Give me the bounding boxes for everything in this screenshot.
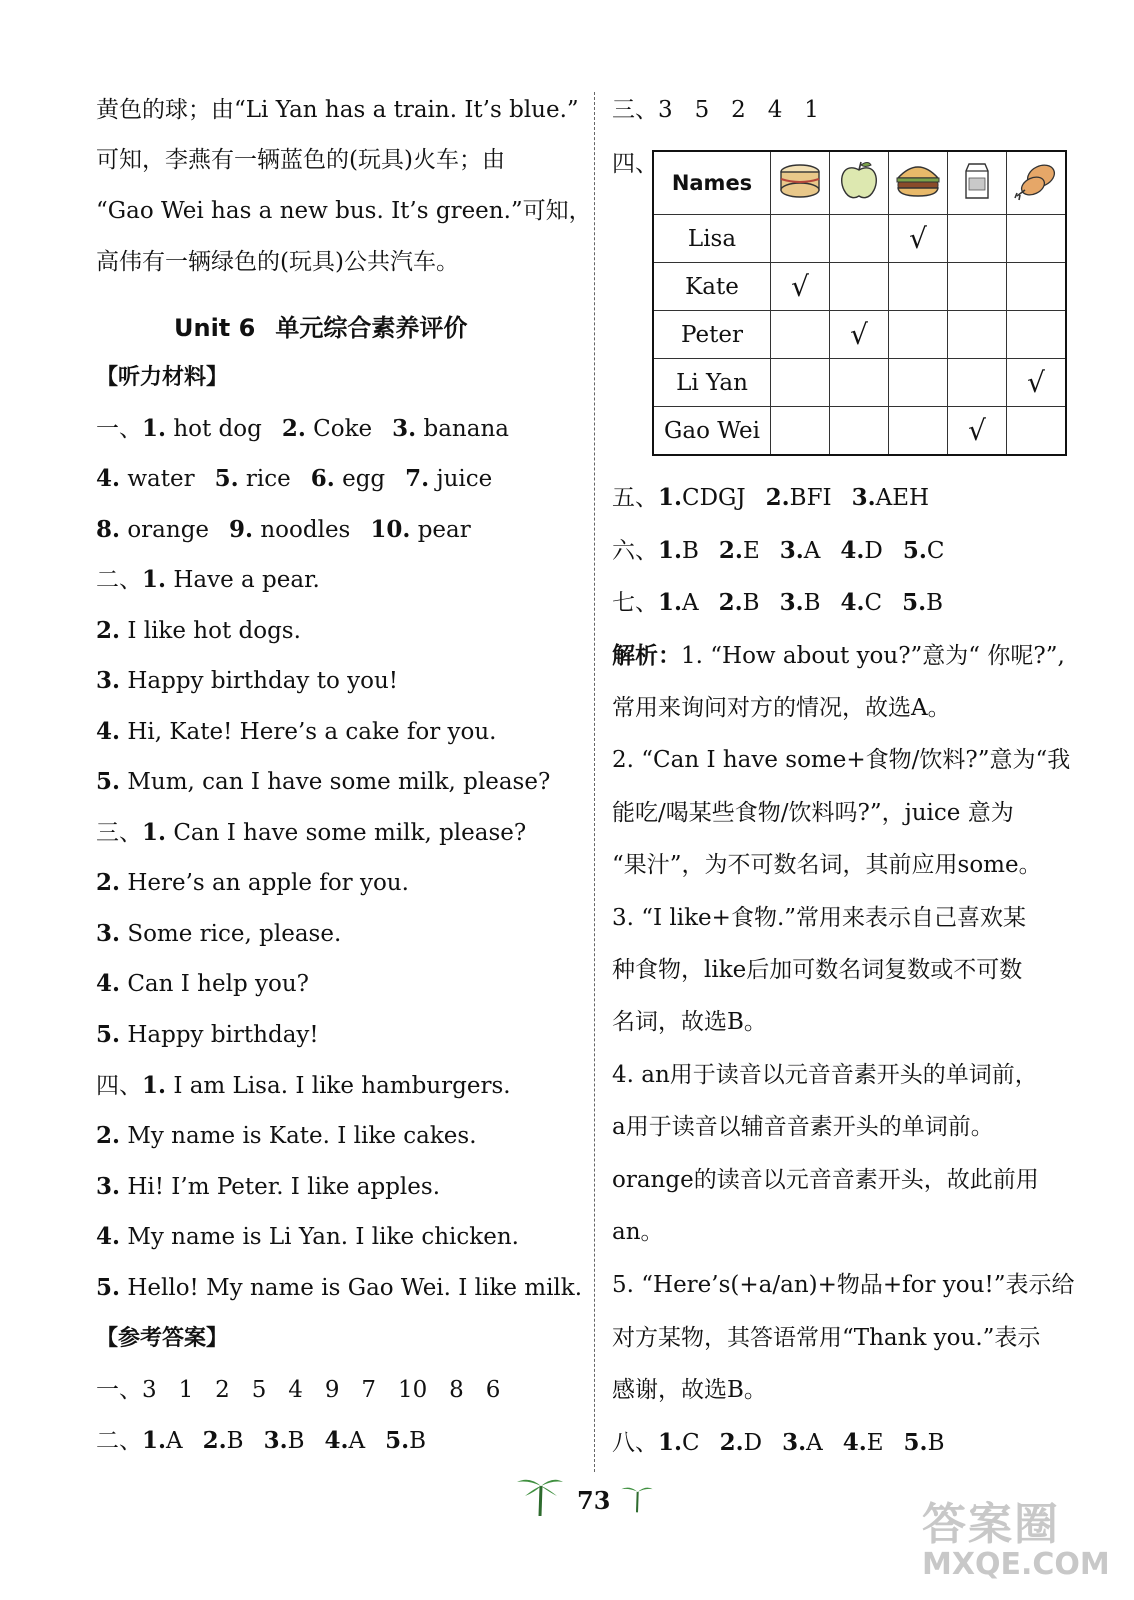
section-4-item: 2. My name is Kate. I like cakes. (96, 1122, 477, 1149)
answer-7-row: 七、1.A 2.B 3.B 4.C 5.B (612, 589, 944, 616)
analysis-line: 能吃/喝某些食物/饮料吗?”，juice 意为 (612, 800, 1014, 826)
hamburger-icon (889, 151, 948, 215)
answer-4-label: 四、 (612, 151, 658, 177)
text-line: “Gao Wei has a new bus. It’s green.”可知， (96, 198, 592, 224)
analysis-line: 4. an用于读音以元音音素开头的单词前， (612, 1062, 1038, 1088)
page-number: 73 (577, 1486, 611, 1515)
analysis-line: 5. “Here’s(+a/an)+物品+for you!”表示给 (612, 1272, 1075, 1298)
unit-title: Unit 6 单元综合素养评价 (174, 314, 468, 342)
analysis-line: 种食物，like后加可数名词复数或不可数 (612, 957, 1023, 983)
watermark: 答案圈 MXQE.COM (922, 1499, 1110, 1582)
table-row: Li Yan √ (653, 359, 1066, 407)
section-4-item: 4. My name is Li Yan. I like chicken. (96, 1223, 519, 1250)
answer-3-row: 三、3 5 2 4 1 (612, 97, 819, 123)
analysis-line: 解析：1. “How about you?”意为“ 你呢?”, (612, 642, 1065, 669)
section-3-item: 5. Happy birthday! (96, 1021, 319, 1048)
table-header-row (653, 151, 1066, 215)
analysis-line: orange的读音以元音音素开头，故此前用 (612, 1167, 1039, 1193)
analysis-line: 3. “I like+食物.”常用来表示自己喜欢某 (612, 905, 1027, 931)
section-4-item: 四、1. I am Lisa. I like hamburgers. (96, 1072, 511, 1099)
text-line: 高伟有一辆绿色的(玩具)公共汽车。 (96, 249, 459, 275)
chicken-icon (1007, 151, 1067, 215)
text-line: 黄色的球；由“Li Yan has a train. It’s blue.” (96, 97, 579, 123)
apple-icon (830, 151, 889, 215)
section-2-item: 3. Happy birthday to you! (96, 667, 399, 694)
analysis-line: 名词，故选B。 (612, 1009, 767, 1035)
analysis-line: 对方某物，其答语常用“Thank you.”表示 (612, 1325, 1041, 1351)
table-row: Lisa √ (653, 215, 1066, 263)
names-header: Names (653, 151, 771, 215)
answer-5-row: 五、1.CDGJ 2.BFI 3.AEH (612, 484, 930, 511)
section-1-row: 4. water 5. rice 6. egg 7. juice (96, 465, 493, 492)
palm-tree-icon (620, 1482, 654, 1514)
column-divider (594, 92, 595, 1472)
milk-icon (948, 151, 1007, 215)
section-2-item: 2. I like hot dogs. (96, 617, 301, 644)
answer-1-row: 一、3 1 2 5 4 9 7 10 8 6 (96, 1377, 501, 1403)
table-row: Kate √ (653, 263, 1066, 311)
analysis-line: a用于读音以辅音音素开头的单词前。 (612, 1114, 994, 1140)
table-row: Gao Wei √ (653, 407, 1066, 456)
section-3-item: 2. Here’s an apple for you. (96, 869, 409, 896)
section-2-item: 4. Hi, Kate! Here’s a cake for you. (96, 718, 497, 745)
section-3-item: 三、1. Can I have some milk, please? (96, 819, 527, 846)
table-row: Peter √ (653, 311, 1066, 359)
analysis-line: “果汁”，为不可数名词，其前应用some。 (612, 852, 1042, 878)
palm-tree-icon (515, 1472, 565, 1518)
analysis-line: 感谢，故选B。 (612, 1377, 767, 1403)
section-3-item: 4. Can I help you? (96, 970, 309, 997)
section-1-row: 一、1. hot dog 2. Coke 3. banana (96, 415, 509, 442)
answer-8-row: 八、1.C 2.D 3.A 4.E 5.B (612, 1429, 945, 1456)
section-3-item: 3. Some rice, please. (96, 920, 342, 947)
section-4-item: 3. Hi! I’m Peter. I like apples. (96, 1173, 441, 1200)
food-preference-table (652, 150, 1067, 456)
section-2-item: 二、1. Have a pear. (96, 566, 320, 593)
analysis-line: 2. “Can I have some+食物/饮料?”意为“我 (612, 747, 1071, 773)
section-1-row: 8. orange 9. noodles 10. pear (96, 516, 471, 543)
cake-icon (771, 151, 830, 215)
analysis-line: 常用来询问对方的情况，故选A。 (612, 695, 951, 721)
section-4-item: 5. Hello! My name is Gao Wei. I like milk. (96, 1274, 583, 1301)
listening-header: 【听力材料】 (96, 365, 229, 390)
answers-header: 【参考答案】 (96, 1326, 229, 1351)
text-line: 可知，李燕有一辆蓝色的(玩具)火车；由 (96, 147, 505, 173)
answer-2-row: 二、1.A 2.B 3.B 4.A 5.B (96, 1427, 427, 1454)
analysis-line: an。 (612, 1219, 664, 1245)
answer-6-row: 六、1.B 2.E 3.A 4.D 5.C (612, 537, 945, 564)
section-2-item: 5. Mum, can I have some milk, please? (96, 768, 551, 795)
